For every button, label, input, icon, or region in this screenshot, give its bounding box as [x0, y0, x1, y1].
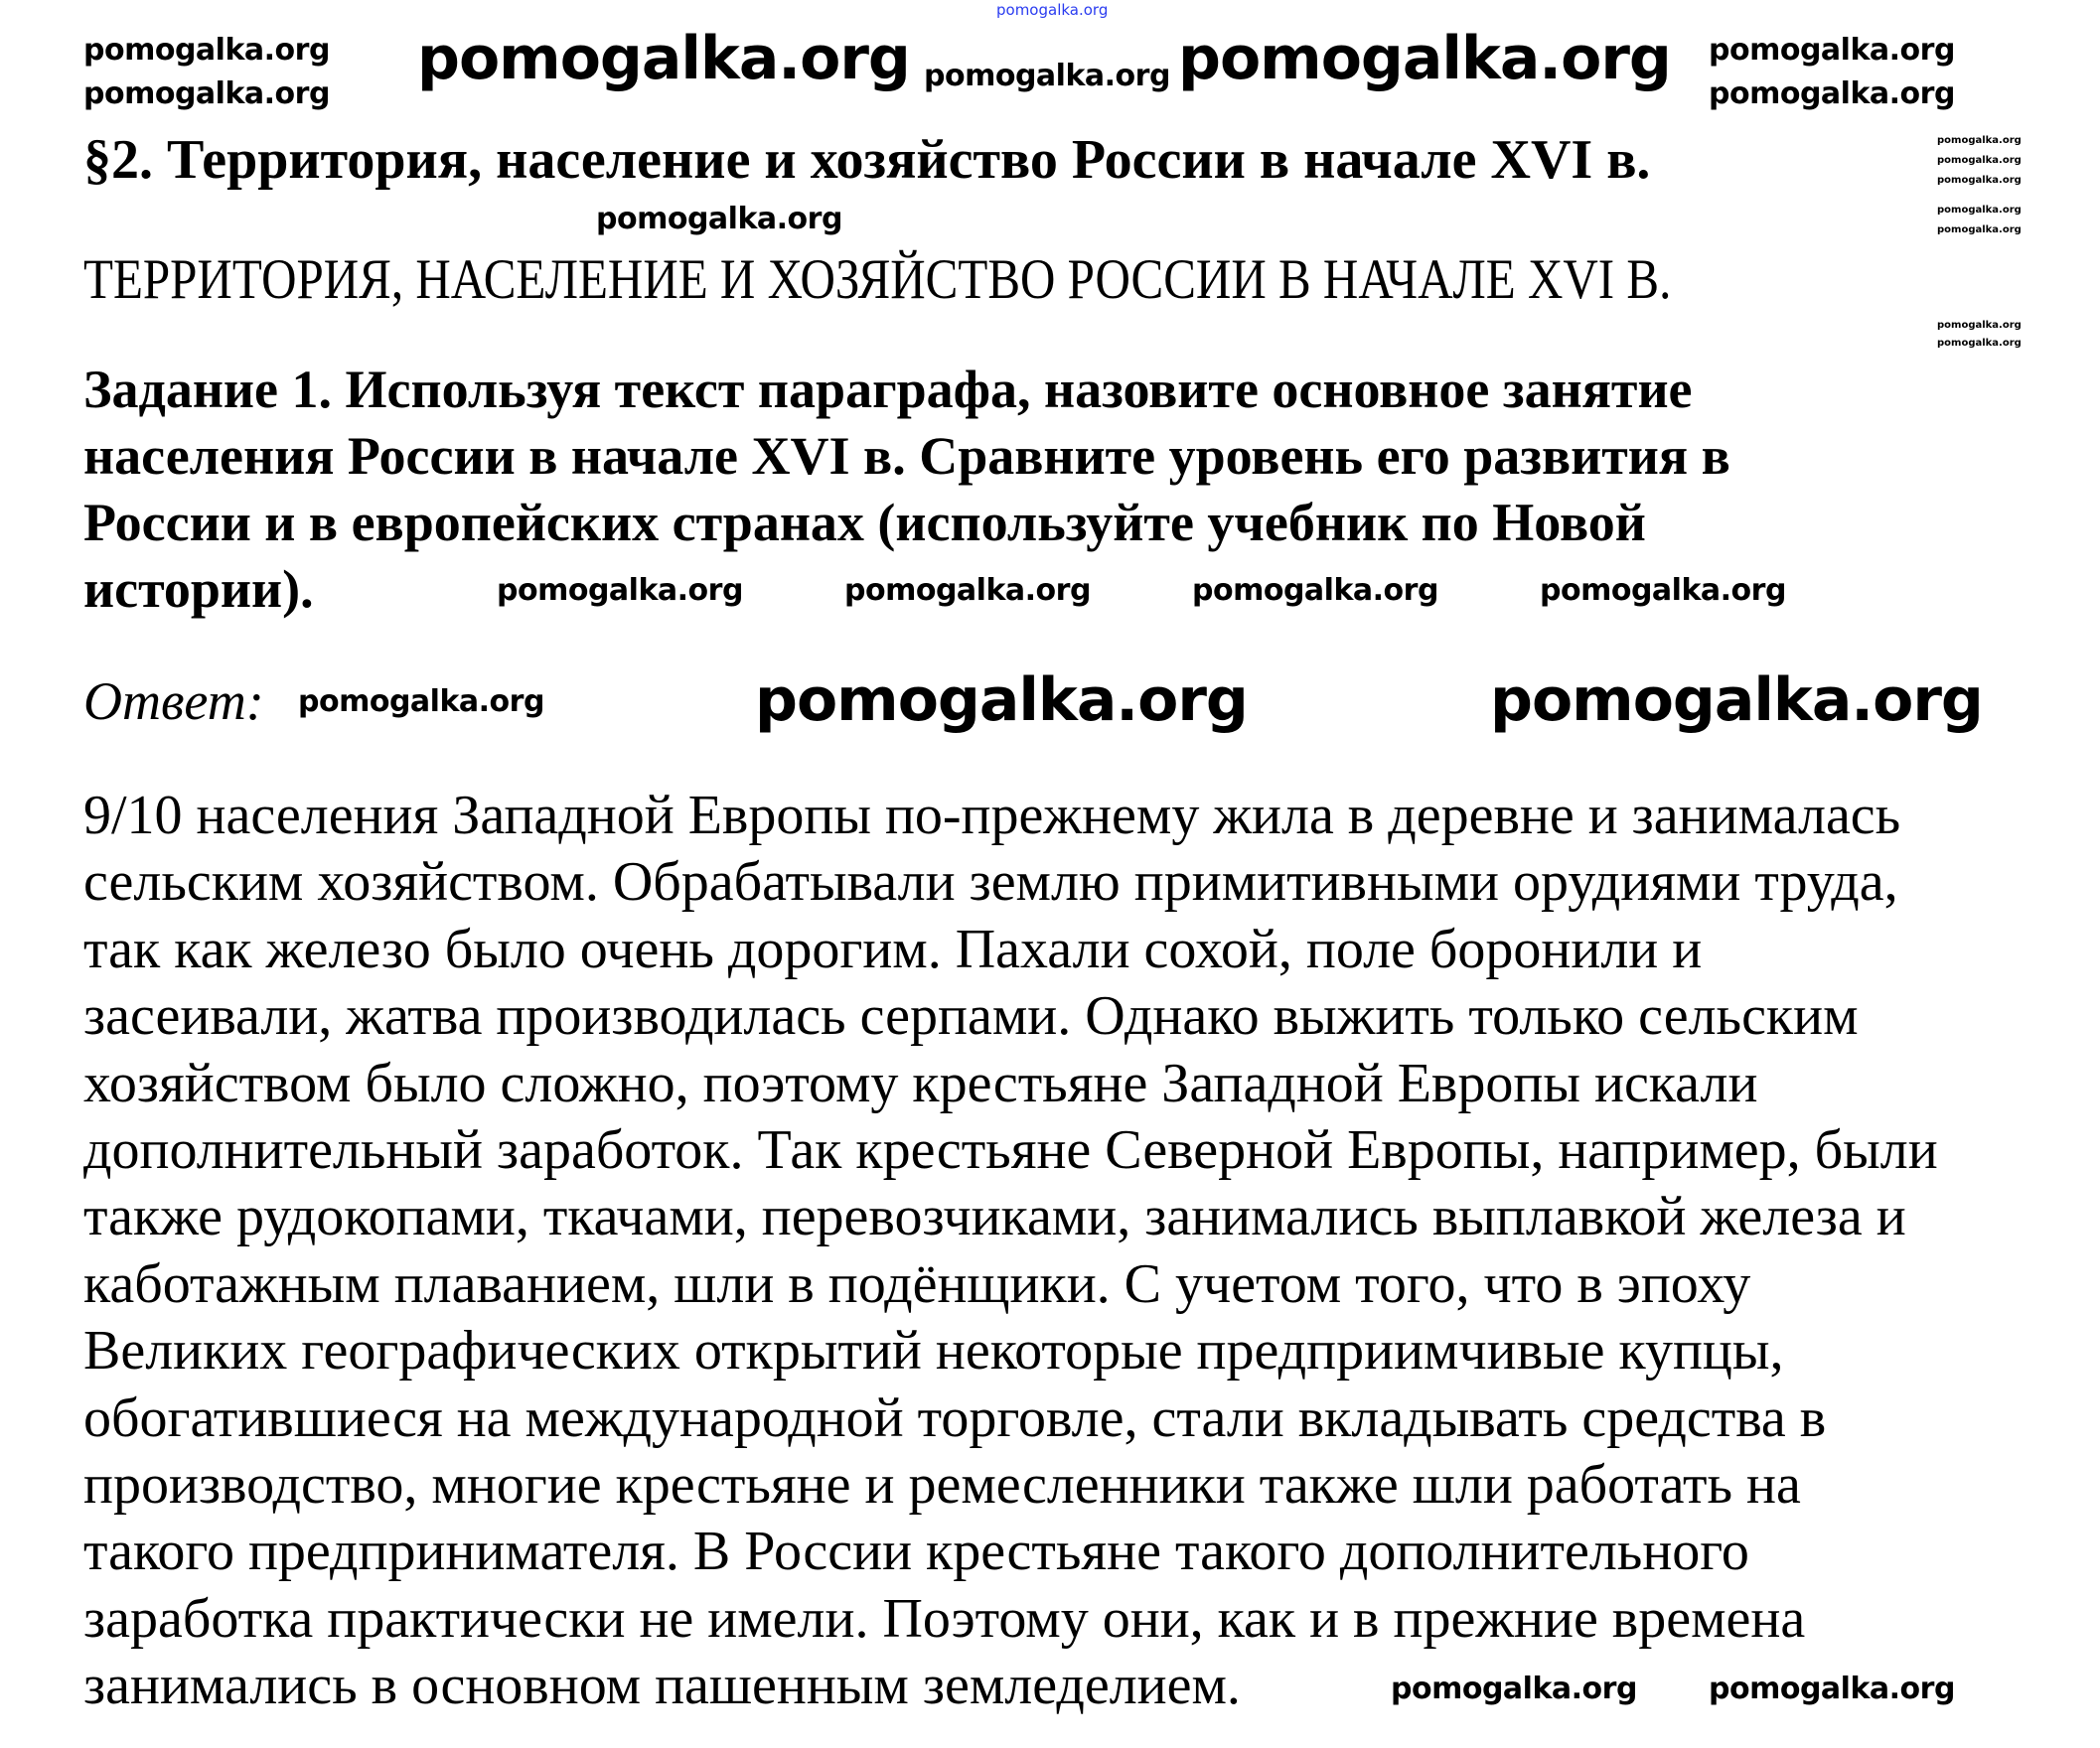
watermark: pomogalka.org	[1937, 135, 2022, 146]
answer-line: хозяйством было сложно, поэтому крестьяне Западной Европы искали	[83, 1053, 1758, 1114]
watermark: pomogalka.org	[1937, 155, 2022, 166]
watermark: pomogalka.org	[1709, 1672, 1955, 1706]
page-title: §2. Территория, население и хозяйство России в начале XVI в.	[83, 129, 1651, 191]
watermark: pomogalka.org	[596, 202, 842, 236]
watermark: pomogalka.org	[83, 76, 330, 111]
watermark: pomogalka.org	[1937, 338, 2022, 349]
watermark: pomogalka.org	[1709, 33, 1955, 68]
answer-line: дополнительный заработок. Так крестьяне Северной Европы, например, были	[83, 1119, 1938, 1181]
answer-line: засеивали, жатва производилась серпами. Однако выжить только сельским	[83, 985, 1859, 1047]
watermark: pomogalka.org	[1937, 224, 2022, 235]
watermark: pomogalka.org	[1709, 76, 1955, 111]
watermark: pomogalka.org	[1540, 573, 1786, 608]
task-line: России и в европейских странах (используйте учебник по Новой	[83, 493, 1646, 552]
answer-line: занимались в основном пашенным земледелием.	[83, 1655, 1241, 1716]
watermark-top-link[interactable]: pomogalka.org	[996, 1, 1109, 19]
task-line: истории).	[83, 559, 314, 619]
watermark: pomogalka.org	[83, 33, 330, 68]
task-line: Задание 1. Используя текст параграфа, назовите основное занятие	[83, 360, 1693, 419]
answer-line: производство, многие крестьяне и ремесленники также шли работать на	[83, 1454, 1801, 1516]
answer-line: каботажным плаванием, шли в подёнщики. С учетом того, что в эпоху	[83, 1253, 1751, 1315]
watermark: pomogalka.org	[1192, 573, 1438, 608]
watermark: pomogalka.org	[844, 573, 1091, 608]
answer-line: обогатившиеся на международной торговле, стали вкладывать средства в	[83, 1387, 1827, 1449]
answer-label: Ответ:	[83, 671, 264, 731]
answer-line: такого предпринимателя. В России крестьяне такого дополнительного	[83, 1521, 1749, 1582]
section-subtitle: ТЕРРИТОРИЯ, НАСЕЛЕНИЕ И ХОЗЯЙСТВО РОССИИ В НАЧАЛЕ XVI В.	[83, 248, 1672, 311]
watermark: pomogalka.org	[497, 573, 743, 608]
watermark: pomogalka.org	[1391, 1672, 1637, 1706]
answer-line: Великих географических открытий некоторые предприимчивые купцы,	[83, 1320, 1784, 1382]
answer-line: 9/10 населения Западной Европы по-прежнему жила в деревне и занималась	[83, 785, 1901, 846]
answer-line: так как железо было очень дорогим. Пахали сохой, поле боронили и	[83, 919, 1703, 980]
watermark: pomogalka.org	[1937, 175, 2022, 186]
answer-line: также рудокопами, ткачами, перевозчиками, занимались выплавкой железа и	[83, 1186, 1906, 1247]
answer-line: сельским хозяйством. Обрабатывали землю примитивными орудиями труда,	[83, 851, 1898, 913]
watermark: pomogalka.org	[755, 665, 1248, 735]
watermark: pomogalka.org	[1178, 24, 1671, 93]
watermark: pomogalka.org	[1937, 320, 2022, 331]
watermark: pomogalka.org	[924, 59, 1170, 93]
watermark: pomogalka.org	[298, 684, 544, 719]
task-line: населения России в начале XVI в. Сравните уровень его развития в	[83, 426, 1730, 486]
watermark: pomogalka.org	[417, 24, 910, 93]
answer-line: заработка практически не имели. Поэтому они, как и в прежние времена	[83, 1588, 1806, 1650]
watermark: pomogalka.org	[1937, 205, 2022, 216]
watermark: pomogalka.org	[1490, 665, 1983, 735]
